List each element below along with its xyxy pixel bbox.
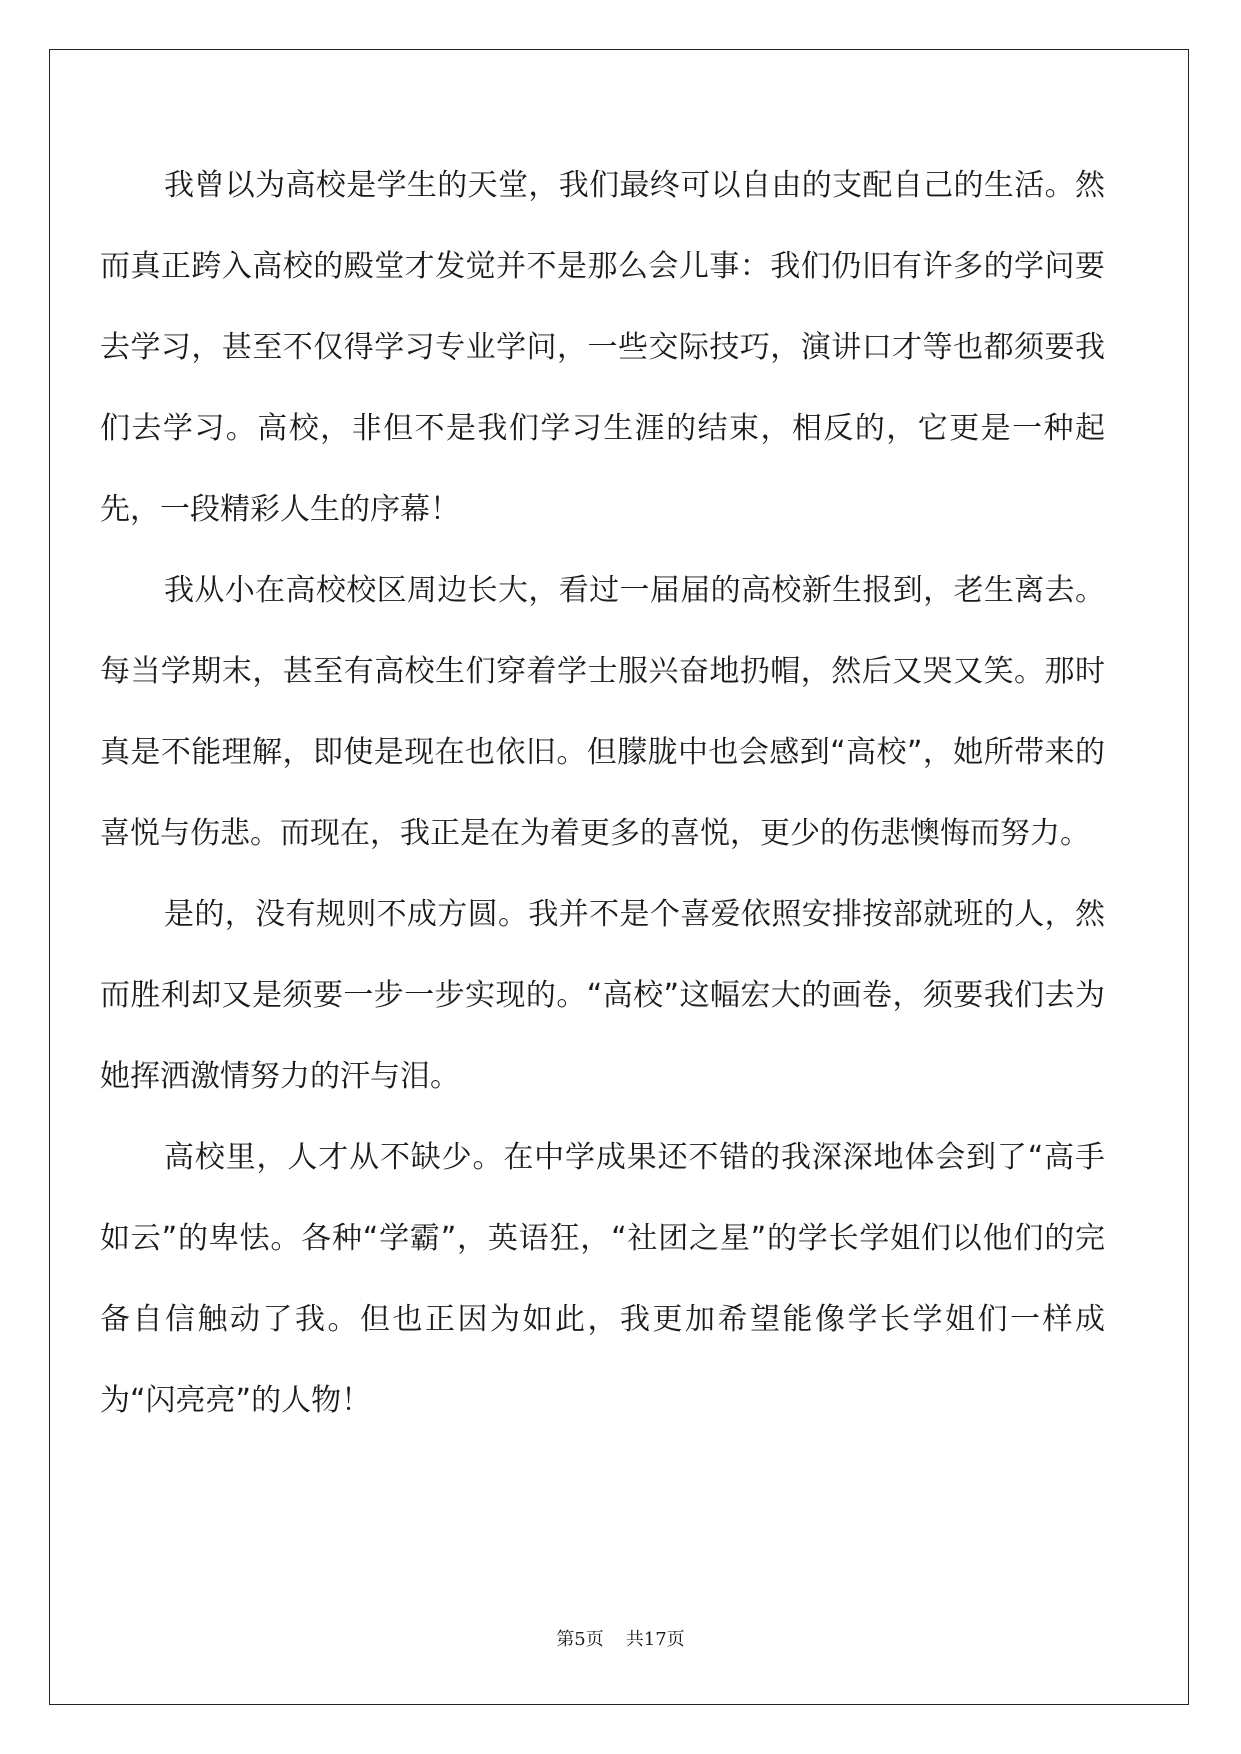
page-footer (0, 1625, 1241, 1651)
page-number: 第5页 (556, 1629, 604, 1650)
paragraph-3: 是的，没有规则不成方圆。我并不是个喜爱依照安排按部就班的人，然而胜利却又是须要一步一步实现的。“高校”这幅宏大的画卷，须要我们去为她挥洒激情努力的汗与泪。 (100, 897, 1105, 1094)
page-total: 共17页 (625, 1629, 685, 1650)
paragraph-2: 我从小在高校校区周边长大，看过一届届的高校新生报到，老生离去。每当学期末，甚至有高校生们穿着学士服兴奋地扔帽，然后又哭又笑。那时真是不能理解，即使是现在也依旧。但朦胧中也会感到“高校”，她所带来的喜悦与伤悲。而现在，我正是在为着更多的喜悦，更少的伤悲懊悔而努力。 (100, 573, 1105, 851)
document-body (100, 145, 1105, 1441)
paragraph-4: 高校里，人才从不缺少。在中学成果还不错的我深深地体会到了“高手如云”的卑怯。各种“学霸”，英语狂，“社团之星”的学长学姐们以他们的完备自信触动了我。但也正因为如此，我更加希望能像学长学姐们一样成为“闪亮亮”的人物！ (100, 1140, 1105, 1418)
paragraph-1: 我曾以为高校是学生的天堂，我们最终可以自由的支配自己的生活。然而真正跨入高校的殿堂才发觉并不是那么会儿事：我们仍旧有许多的学问要去学习，甚至不仅得学习专业学问，一些交际技巧，演讲口才等也都须要我们去学习。高校，非但不是我们学习生涯的结束，相反的，它更是一种起先，一段精彩人生的序幕！ (100, 168, 1105, 527)
